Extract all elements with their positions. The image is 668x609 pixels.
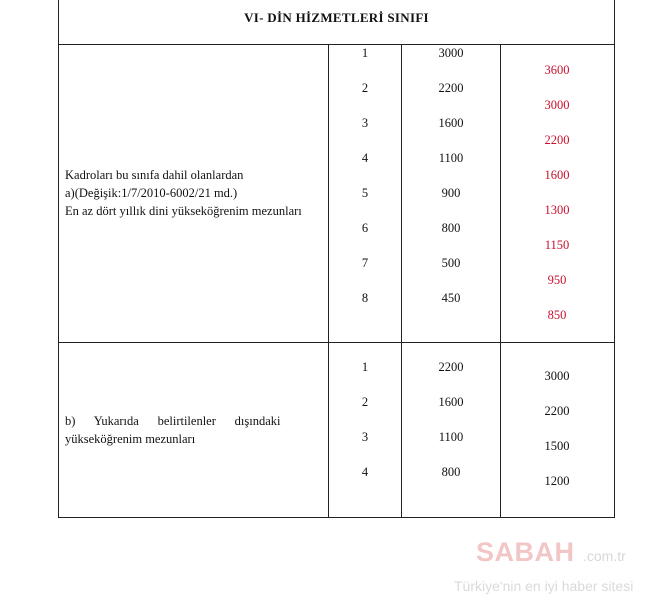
table-title: VI- DİN HİZMETLERİ SINIFI: [244, 10, 429, 25]
section-a-grade: 6: [361, 221, 369, 235]
section-b-old-value: 2200: [438, 360, 464, 374]
section-a-old-value: 2200: [438, 81, 464, 95]
section-a-new-value: 1300: [544, 203, 570, 217]
section-b-old-value: 800: [441, 465, 461, 479]
section-b-grade: 4: [361, 465, 369, 479]
section-a-old-value: 1600: [438, 116, 464, 130]
section-b-old-value: 1600: [438, 395, 464, 409]
section-a-old-value: 800: [441, 221, 461, 235]
section-a-line-3: En az dört yıllık dini yükseköğrenim mezunları: [65, 204, 302, 218]
section-a-old-value: 1100: [438, 151, 464, 165]
section-a-grade: 7: [361, 256, 369, 270]
sabah-watermark-tagline: Türkiye'nin en iyi haber sitesi: [454, 578, 634, 594]
border-right: [614, 0, 615, 518]
section-b-line-1: b) Yukarıda belirtilenler dışındaki: [65, 414, 281, 428]
header-divider: [58, 44, 615, 45]
section-a-new-value: 3600: [544, 63, 570, 77]
section-a-old-value: 3000: [438, 46, 464, 60]
section-a-new-value: 1600: [544, 168, 570, 182]
section-a-grade: 2: [361, 81, 369, 95]
section-a-grade: 3: [361, 116, 369, 130]
section-a-old-value: 500: [441, 256, 461, 270]
section-b-grade: 2: [361, 395, 369, 409]
section-a-new-value: 3000: [544, 98, 570, 112]
column-divider-1: [328, 44, 329, 518]
section-b-old-value: 1100: [438, 430, 464, 444]
section-a-old-value: 450: [441, 291, 461, 305]
section-a-grade: 5: [361, 186, 369, 200]
section-b-new-value: 2200: [544, 404, 570, 418]
section-a-grade: 8: [361, 291, 369, 305]
section-b-new-value: 1200: [544, 474, 570, 488]
border-bottom: [58, 517, 615, 518]
section-a-old-value: 900: [441, 186, 461, 200]
section-b-new-value: 3000: [544, 369, 570, 383]
border-left: [58, 0, 59, 518]
column-divider-3: [500, 44, 501, 518]
section-b-grade: 1: [361, 360, 369, 374]
section-a-new-value: 850: [547, 308, 567, 322]
section-b-new-value: 1500: [544, 439, 570, 453]
section-a-new-value: 2200: [544, 133, 570, 147]
section-a-grade: 4: [361, 151, 369, 165]
sabah-watermark-logo: SABAH: [476, 537, 575, 567]
sabah-watermark-domain: .com.tr: [583, 548, 626, 564]
section-a-new-value: 1150: [544, 238, 570, 252]
section-b-description: [65, 412, 327, 448]
section-divider: [58, 342, 615, 343]
section-a-description: [65, 166, 327, 220]
section-b-line-2: yükseköğrenim mezunları: [65, 432, 196, 446]
section-a-new-value: 950: [547, 273, 567, 287]
section-b-grade: 3: [361, 430, 369, 444]
section-a-line-1: Kadroları bu sınıfa dahil olanlardan: [65, 168, 244, 182]
section-a-grade: 1: [361, 46, 369, 60]
section-a-line-2: a)(Değişik:1/7/2010-6002/21 md.): [65, 186, 238, 200]
column-divider-2: [401, 44, 402, 518]
